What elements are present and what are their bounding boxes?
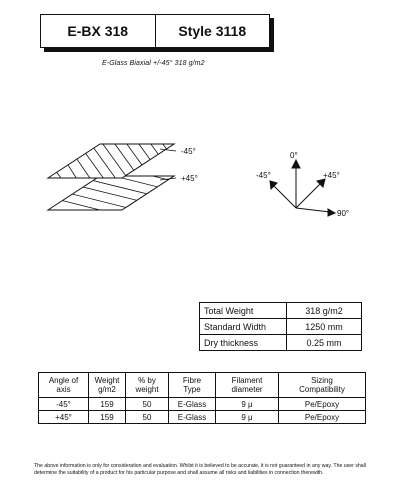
properties-table	[199, 302, 362, 351]
table-row	[200, 335, 362, 351]
table-cell: Pe/Epoxy	[279, 398, 366, 411]
layer-label-plus45: +45°	[181, 174, 198, 183]
axis-orientation-diagram	[270, 160, 335, 216]
table-cell: -45°	[39, 398, 89, 411]
product-style: Style 3118	[155, 15, 270, 47]
axis-label-plus45: +45°	[323, 171, 340, 180]
table-row	[200, 319, 362, 335]
table-row	[39, 398, 366, 411]
layer-label-minus45: -45°	[181, 147, 196, 156]
axis-label-0: 0°	[290, 151, 298, 160]
table-row	[39, 411, 366, 424]
table-cell: 9 μ	[216, 398, 279, 411]
table-cell: Pe/Epoxy	[279, 411, 366, 424]
table-row	[200, 303, 362, 319]
property-value: 318 g/m2	[287, 303, 362, 319]
table-cell: 159	[89, 398, 126, 411]
column-header: Sizing Compatibility	[279, 373, 366, 398]
axis-label-minus45: -45°	[256, 171, 271, 180]
column-header: Fibre Type	[169, 373, 216, 398]
property-label: Dry thickness	[200, 335, 287, 351]
property-value: 1250 mm	[287, 319, 362, 335]
product-subtitle: E-Glass Biaxial +/-45° 318 g/m2	[102, 60, 205, 67]
table-cell: E-Glass	[169, 398, 216, 411]
property-label: Total Weight	[200, 303, 287, 319]
table-cell: +45°	[39, 411, 89, 424]
table-cell: E-Glass	[169, 411, 216, 424]
column-header: Weight g/m2	[89, 373, 126, 398]
property-label: Standard Width	[200, 319, 287, 335]
column-header: Angle of axis	[39, 373, 89, 398]
table-cell: 50	[126, 411, 169, 424]
table-header-row	[39, 373, 366, 398]
table-cell: 9 μ	[216, 411, 279, 424]
table-cell: 50	[126, 398, 169, 411]
column-header: Filament diameter	[216, 373, 279, 398]
axis-label-90: 90°	[337, 209, 350, 218]
composition-table	[38, 372, 366, 424]
disclaimer-text: The above information is only for consideration and evaluation. Whilst it is believed to be accurate, it is not guaranteed in any way. The user shall determine the suitability of a product for his particular purpose and shall assume all risks and liabilities in connection therewith.	[34, 463, 366, 476]
column-header: % by weight	[126, 373, 169, 398]
property-value: 0.25 mm	[287, 335, 362, 351]
product-code: E-BX 318	[67, 23, 129, 39]
table-cell: 159	[89, 411, 126, 424]
